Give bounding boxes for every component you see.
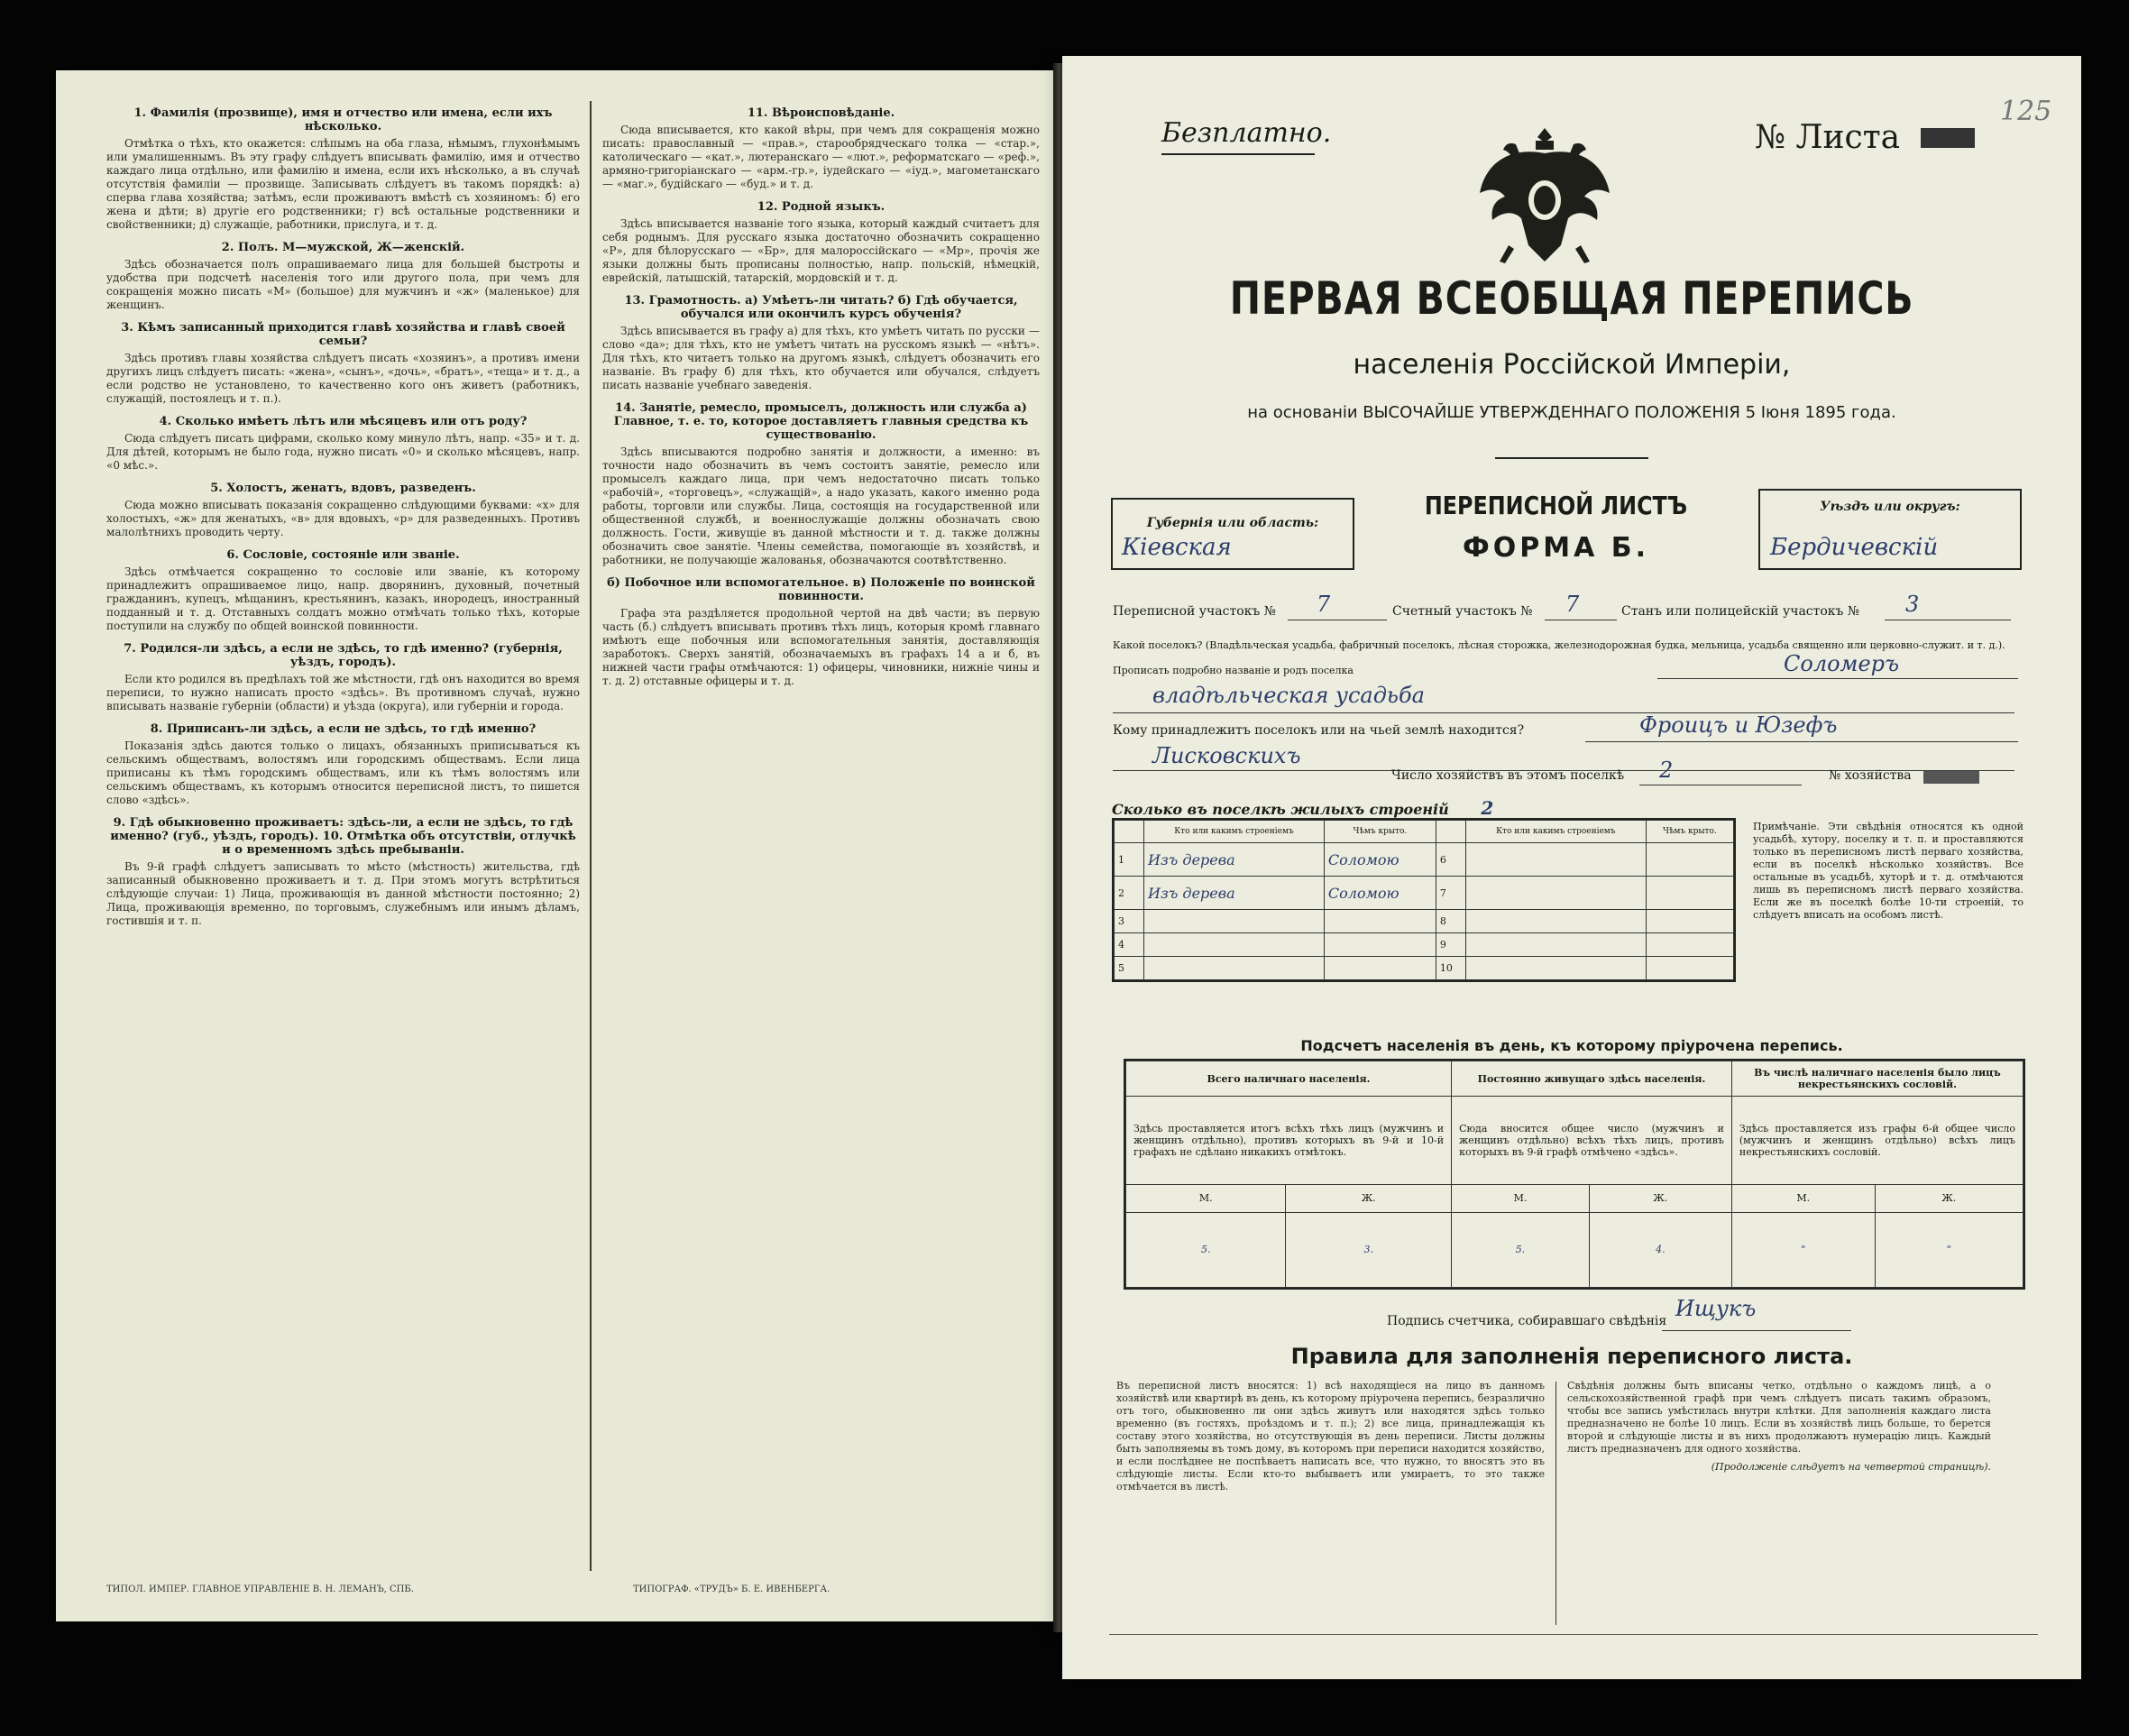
households-value: 2 bbox=[1659, 758, 1674, 783]
buildings-head-roof: Чѣмъ крыто. bbox=[1324, 821, 1436, 843]
building-material bbox=[1465, 843, 1646, 877]
building-number: 6 bbox=[1436, 843, 1465, 877]
pop-sex-label: М. bbox=[1452, 1184, 1590, 1212]
building-number: 10 bbox=[1436, 957, 1465, 980]
enumerator-signature: Ищукъ bbox=[1675, 1296, 1757, 1321]
fill-line bbox=[1585, 741, 2018, 742]
section-body: Здѣсь вписывается въ графу а) для тѣхъ, кто умѣетъ читать по русски — слово «да»; для тѣхъ, кто не умѣетъ читать на русскомъ языкѣ — «нѣтъ». Для тѣхъ, кто читаетъ только на другомъ языкѣ, слѣдуетъ обозначить его названіе. Въ графу б) для тѣхъ, кто обучается или обучался, слѣдуетъ писать названіе учебнаго заведенія. bbox=[602, 325, 1040, 391]
free-label-underline bbox=[1161, 153, 1315, 155]
building-roof bbox=[1646, 910, 1733, 933]
uezd-value: Бердичевскій bbox=[1770, 534, 1939, 561]
sheet-number-blot bbox=[1921, 128, 1975, 148]
rules-continuation-note: (Продолженіе слѣдуетъ на четвертой страницѣ). bbox=[1711, 1461, 1991, 1473]
pop-sex-label: Ж. bbox=[1875, 1184, 2023, 1212]
census-form-page bbox=[1062, 56, 2081, 1679]
building-material bbox=[1465, 910, 1646, 933]
owner-value: Фроицъ и Юзефъ bbox=[1639, 712, 1838, 738]
gubernia-label: Губернія или область: bbox=[1146, 516, 1319, 530]
buildings-row bbox=[1115, 910, 1734, 933]
divider bbox=[1495, 457, 1648, 459]
household-number-label: № хозяйства bbox=[1829, 768, 1912, 783]
pop-head-non-peasant: Въ числѣ наличнаго населенія было лицъ некрестьянскихъ сословій. bbox=[1731, 1061, 2023, 1097]
building-roof bbox=[1646, 957, 1733, 980]
households-label: Число хозяйствъ въ этомъ поселкѣ bbox=[1391, 768, 1625, 783]
section-heading: 11. Вѣроисповѣданіе. bbox=[747, 106, 895, 120]
section-heading: 5. Холостъ, женатъ, вдовъ, разведенъ. bbox=[210, 482, 476, 495]
fill-line bbox=[1113, 712, 2014, 713]
census-district-value: 7 bbox=[1317, 592, 1331, 617]
section-heading: 6. Сословіе, состояніе или званіе. bbox=[226, 548, 460, 562]
building-roof bbox=[1324, 933, 1436, 957]
section-body: Если кто родился въ предѣлахъ той же мѣстности, гдѣ онъ находится во время переписи, то нужно написать просто «здѣсь». Въ противномъ случаѣ, нужно вписывать названіе губерніи (области) и уѣзда (округа), или губерніи и города. bbox=[106, 673, 580, 712]
building-number: 2 bbox=[1115, 877, 1144, 910]
building-material bbox=[1465, 933, 1646, 957]
pop-value-resident-female: 4. bbox=[1589, 1212, 1731, 1287]
legal-basis: на основаніи ВЫСОЧАЙШЕ УТВЕРЖДЕННАГО ПОЛОЖЕНІЯ 5 Іюня 1895 года. bbox=[1247, 403, 1896, 422]
building-roof bbox=[1324, 910, 1436, 933]
instructions-column-left bbox=[106, 97, 580, 932]
buildings-head-roof-2: Чѣмъ крыто. bbox=[1646, 821, 1733, 843]
population-count-table bbox=[1124, 1059, 2025, 1290]
section-heading: 9. Гдѣ обыкновенно проживаетъ: здѣсь-ли, а если не здѣсь, то гдѣ именно? (губ., уѣздъ, городъ). 10. Отмѣтка объ отсутствіи, отлучкѣ и о временномъ здѣсь пребываніи. bbox=[110, 816, 576, 857]
section-body: Графа эта раздѣляется продольной чертой на двѣ части; въ первую часть (б.) слѣдуетъ вписывать противъ тѣхъ лицъ, которыя кромѣ главнаго имѣютъ еще побочныя или вспомогательныя занятія, доставляющія заработокъ. Сверхъ занятій, обозначаемыхъ въ графахъ 14 а и б, въ нижней части графы отмѣчаются: 1) офицеры, чиновники, нижніе чины и т. д. 2) отставные офицеры и т. д. bbox=[602, 607, 1040, 687]
section-body: Показанія здѣсь даются только о лицахъ, обязанныхъ приписываться къ сельскимъ обществамъ, волостямъ или городскимъ обществамъ. Если лица приписаны къ тѣмъ городскимъ обществамъ, или къ тѣмъ волостямъ или сельскимъ обществамъ, къ которымъ относится переписной листъ, то пишется слово «здѣсь». bbox=[106, 739, 580, 806]
section-heading: 12. Родной языкъ. bbox=[757, 200, 886, 214]
owner-surname-value: Лисковскихъ bbox=[1152, 743, 1301, 768]
section-body: Сюда можно вписывать показанія сокращенно слѣдующими буквами: «х» для холостыхъ, «ж» для женатыхъ, «в» для вдовыхъ, «р» для разведенныхъ. Противъ малолѣтнихъ проводить черту. bbox=[106, 499, 580, 538]
buildings-count-value: 2 bbox=[1481, 797, 1494, 819]
rules-title: Правила для заполненія переписного листа. bbox=[1290, 1344, 1853, 1369]
settlement-label: Какой поселокъ? (Владѣльческая усадьба, фабричный поселокъ, лѣсная сторожка, железнодорожная будка, мельница, усадьба священно или церковно-служит. и т. д.). Прописать подробно названіе и родъ поселка bbox=[1113, 639, 2005, 676]
fill-line bbox=[1657, 678, 2018, 679]
building-roof bbox=[1324, 957, 1436, 980]
pop-value-non-peasant-female: " bbox=[1875, 1212, 2023, 1287]
buildings-caption bbox=[1112, 797, 1493, 819]
building-material bbox=[1144, 957, 1325, 980]
section-body: Здѣсь вписывается названіе того языка, который каждый считаетъ для себя роднымъ. Для русскаго языка достаточно обозначить сокращенно «Р», для бѣлорусскаго — «Бр», для малороссійскаго — «Мр», прочія же языки должны быть прописаны полностью, напр. польскій, нѣмецкій, еврейскій, латышскій, татарскій, мордовскій и т. д. bbox=[602, 217, 1040, 284]
building-material bbox=[1465, 957, 1646, 980]
rules-column-right bbox=[1567, 1380, 1991, 1474]
section-body: Сюда слѣдуетъ писать цифрами, сколько кому минуло лѣтъ, напр. «35» и т. д. Для дѣтей, которымъ не было года, нужно писать «0» и сколько мѣсяцевъ, напр. «0 мѣс.». bbox=[106, 432, 580, 472]
column-divider bbox=[590, 101, 592, 1571]
building-number: 8 bbox=[1436, 910, 1465, 933]
buildings-row bbox=[1115, 957, 1734, 980]
building-roof bbox=[1646, 843, 1733, 877]
stan-label: Станъ или полицейскій участокъ № bbox=[1621, 604, 1860, 619]
building-roof: Соломою bbox=[1324, 843, 1436, 877]
page-number: 125 bbox=[2000, 96, 2052, 127]
rules-column-left: Въ переписной листъ вносятся: 1) всѣ находящіеся на лицо въ данномъ хозяйствѣ или квартирѣ въ день, къ которому пріурочена перепись, безразлично отъ того, обыкновенно ли они здѣсь живутъ или находятся здѣсь только временно (въ гостяхъ, проѣздомъ и т. п.); 2) все лица, принадлежащія къ составу этого хозяйства, но отсутствующія въ день переписи. Листы должны быть заполняемы въ томъ дому, въ которомъ при переписи находится хозяйство, и если послѣднее не поспѣваетъ написать все, что нужно, то вносятъ это въ слѣдующіе листы. Если кто-то выбываетъ или умираетъ, то это также отмѣчается въ листѣ. bbox=[1116, 1380, 1545, 1493]
printer-imprint-left: ТИПОЛ. ИМПЕР. ГЛАВНОЕ УПРАВЛЕНІЕ В. Н. ЛЕМАНЪ, СПБ. bbox=[106, 1584, 414, 1594]
buildings-head-kind: Кто или какимъ строеніемъ bbox=[1144, 821, 1325, 843]
pop-sex-label: Ж. bbox=[1286, 1184, 1452, 1212]
building-material bbox=[1144, 933, 1325, 957]
left-page bbox=[56, 70, 1057, 1621]
section-body: Отмѣтка о тѣхъ, кто окажется: слѣпымъ на оба глаза, нѣмымъ, глухонѣмымъ или умалишеннымъ. Въ эту графу слѣдуетъ вписывать фамилію, имя и отчество каждаго лица отдѣльно, или фамилію и имена, если ихъ нѣсколько, а въ случаѣ отсутствія фамиліи — прозвище. Записывать слѣдуетъ въ такомъ порядкѣ: а) сперва глава хозяйства; затѣмъ, если проживаютъ вмѣстѣ съ хозяиномъ: б) его жена и дѣти; в) другіе его родственники; г) всѣ остальные родственники и свойственники; д) служащіе, работники, прислуга, и т. д. bbox=[106, 137, 580, 231]
building-number: 1 bbox=[1115, 843, 1144, 877]
building-material bbox=[1144, 910, 1325, 933]
pop-sex-label: М. bbox=[1126, 1184, 1286, 1212]
free-label: Безплатно. bbox=[1161, 117, 1332, 149]
building-roof bbox=[1646, 877, 1733, 910]
section-body: Здѣсь обозначается полъ опрашиваемаго лица для большей быстроты и удобства при подсчетѣ населенія того или другого пола, при чемъ для сокращенія можно писать «М» (большое) для мужчинъ и «ж» (маленькое) для женщинъ. bbox=[106, 258, 580, 311]
pop-sex-label: М. bbox=[1731, 1184, 1875, 1212]
section-heading: 1. Фамилія (прозвище), имя и отчество или имена, если ихъ нѣсколько. bbox=[133, 106, 553, 133]
pop-sex-label: Ж. bbox=[1589, 1184, 1731, 1212]
rules-column-right-text: Свѣдѣнія должны быть вписаны четко, отдѣльно о каждомъ лицѣ, а о сельскохозяйственной графѣ при чемъ слѣдуетъ писать такимъ образомъ, чтобы все запись умѣстилась внутри клѣтки. Для заполненія каждаго листа предназначено не болѣе 10 лицъ. Если въ хозяйствѣ лицъ больше, то берется второй и слѣдующіе листы и въ нихъ продолжаютъ нумерацію лицъ. Каждый листъ предназначенъ для одного хозяйства. bbox=[1567, 1380, 1991, 1455]
section-body: Въ 9-й графѣ слѣдуетъ записывать то мѣсто (мѣстность) жительства, гдѣ записанный обыкновенно проживаетъ и т. д. При этомъ могутъ встрѣтиться слѣдующіе случаи: 1) Лица, проживающія въ данной мѣстности постоянно; 2) Лица, проживающія временно, по торговымъ, служебнымъ или инымъ дѣламъ, гостившія и т. п. bbox=[106, 860, 580, 927]
buildings-row bbox=[1115, 933, 1734, 957]
section-heading: 7. Родился-ли здѣсь, а если не здѣсь, то гдѣ именно? (губернія, уѣздъ, городъ). bbox=[124, 642, 563, 669]
bottom-rule bbox=[1109, 1634, 2038, 1635]
uezd-label: Уѣздъ или округъ: bbox=[1820, 500, 1960, 514]
building-number: 5 bbox=[1115, 957, 1144, 980]
count-district-label: Счетный участокъ № bbox=[1392, 604, 1533, 619]
building-roof: Соломою bbox=[1324, 877, 1436, 910]
pop-value-resident-male: 5. bbox=[1452, 1212, 1590, 1287]
owner-label: Кому принадлежитъ поселокъ или на чьей землѣ находится? bbox=[1113, 723, 1525, 738]
count-district-value: 7 bbox=[1565, 592, 1580, 617]
form-title: ПЕРЕПИСНОЙ ЛИСТЪ bbox=[1424, 491, 1688, 520]
section-heading: 2. Полъ. М—мужской, Ж—женскій. bbox=[221, 241, 465, 254]
building-material: Изъ дерева bbox=[1144, 877, 1325, 910]
pop-desc-non-peasant: Здѣсь проставляется изъ графы 6-й общее число (мужчинъ и женщинъ отдѣльно) всѣхъ лицъ некрестьянскихъ сословій. bbox=[1731, 1097, 2023, 1184]
census-district-label: Переписной участокъ № bbox=[1113, 604, 1276, 619]
section-heading: 3. Кѣмъ записанный приходится главѣ хозяйства и главѣ своей семьи? bbox=[121, 321, 565, 348]
gubernia-value: Кіевская bbox=[1122, 534, 1232, 561]
enumerator-signature-label: Подпись счетчика, собиравшаго свѣдѣнія bbox=[1387, 1314, 1667, 1328]
buildings-note: Примѣчаніе. Эти свѣдѣнія относятся къ одной усадьбѣ, хутору, поселку и т. п. и проставляются только въ переписномъ листѣ перваго хозяйства, если въ поселкѣ нѣсколько хозяйствъ. Все остальные въ усадьбѣ, хуторѣ и т. д. отмѣчаются лишь въ переписномъ листѣ перваго хозяйства. Если же въ поселкѣ болѣе 10-ти строеній, то слѣдуетъ вписать на особомъ листѣ. bbox=[1753, 821, 2023, 921]
settlement-type-value: владѣльческая усадьба bbox=[1152, 683, 1425, 708]
buildings-row bbox=[1115, 843, 1734, 877]
pop-head-resident: Постоянно живущаго здѣсь населенія. bbox=[1452, 1061, 1732, 1097]
pop-value-present-male: 5. bbox=[1126, 1212, 1286, 1287]
signature-line bbox=[1662, 1330, 1851, 1331]
building-number: 7 bbox=[1436, 877, 1465, 910]
instructions-column-right bbox=[602, 97, 1040, 692]
pop-desc-present: Здѣсь проставляется итогъ всѣхъ тѣхъ лицъ (мужчинъ и женщинъ отдѣльно), противъ которыхъ въ 9-й и 10-й графахъ не сдѣлано никакихъ отмѣтокъ. bbox=[1126, 1097, 1452, 1184]
building-roof bbox=[1646, 933, 1733, 957]
building-number: 3 bbox=[1115, 910, 1144, 933]
pop-value-present-female: 3. bbox=[1286, 1212, 1452, 1287]
settlement-value: Соломеръ bbox=[1784, 651, 1900, 676]
buildings-head-kind-2: Кто или какимъ строеніемъ bbox=[1465, 821, 1646, 843]
section-heading: 8. Приписанъ-ли здѣсь, а если не здѣсь, то гдѣ именно? bbox=[150, 722, 537, 736]
rules-divider bbox=[1555, 1382, 1556, 1625]
buildings-caption-text: Сколько въ поселкѣ жилыхъ строеній bbox=[1112, 801, 1449, 818]
household-number-blot bbox=[1923, 771, 1979, 784]
double-headed-eagle-icon bbox=[1473, 110, 1617, 272]
buildings-row bbox=[1115, 877, 1734, 910]
document-subtitle: населенія Россійской Имперіи, bbox=[1353, 349, 1791, 381]
pop-value-non-peasant-male: " bbox=[1731, 1212, 1875, 1287]
section-heading: 14. Занятіе, ремесло, промыселъ, должность или служба а) Главное, т. е. то, которое доставляетъ главныя средства къ существованію. bbox=[613, 401, 1029, 442]
section-body: Здѣсь отмѣчается сокращенно то сословіе или званіе, къ которому принадлежитъ опрашиваемое лицо, напр. дворянинъ, духовный, почетный гражданинъ, купецъ, мѣщанинъ, крестьянинъ, казакъ, инородецъ, иностранный подданный и т. д. Отставныхъ солдатъ можно отмѣчать только тѣхъ, которые поступили на службу по общей воинской повинности. bbox=[106, 565, 580, 632]
buildings-table bbox=[1112, 818, 1736, 982]
building-material: Изъ дерева bbox=[1144, 843, 1325, 877]
section-body: Сюда вписывается, кто какой вѣры, при чемъ для сокращенія можно писать: православный — «прав.», старообрядческаго толка — «стар.», католическаго — «кат.», лютеранскаго — «лют.», реформатскаго — «реф.», армяно-григоріанскаго — «арм.-гр.», іудейскаго — «іуд.», магометанскаго — «маг.», будійскаго — «буд.» и т. д. bbox=[602, 124, 1040, 190]
section-body: Здѣсь вписываются подробно занятія и должности, а именно: въ точности надо обозначить въ чемъ состоитъ занятіе, ремесло или промыселъ каждаго лица, при чемъ недостаточно писать только «рабочій», «торговецъ», «служащій», а надо указать, какого именно рода работы, торговли или службы. Лица, состоящія на государственной или общественной службѣ, и военнослужащіе должны обозначать свою должность. Гости, живущіе въ данной мѣстности и т. д. также должны обозначить свое занятіе. Члены семейства, помогающіе въ хозяйствѣ, и работники, не получающіе жалованья, обозначаются соотвѣтственно. bbox=[602, 445, 1040, 566]
building-number: 4 bbox=[1115, 933, 1144, 957]
pop-head-present: Всего наличнаго населенія. bbox=[1126, 1061, 1452, 1097]
stan-value: 3 bbox=[1905, 592, 1920, 617]
printer-imprint-right: ТИПОГРАФ. «ТРУДЪ» Б. Е. ИВЕНБЕРГА. bbox=[633, 1584, 830, 1594]
section-heading: 13. Грамотность. а) Умѣетъ-ли читать? б) Гдѣ обучается, обучался или окончилъ курсъ обученія? bbox=[624, 294, 1018, 321]
building-number: 9 bbox=[1436, 933, 1465, 957]
section-heading: 4. Сколько имѣетъ лѣтъ или мѣсяцевъ или отъ роду? bbox=[159, 415, 528, 428]
pop-desc-resident: Сюда вносится общее число (мужчинъ и женщинъ отдѣльно) всѣхъ тѣхъ лицъ, противъ которыхъ въ 9-й графѣ отмѣчено «здѣсь». bbox=[1452, 1097, 1732, 1184]
section-body: Здѣсь противъ главы хозяйства слѣдуетъ писать «хозяинъ», а противъ имени другихъ лицъ слѣдуетъ писать: «жена», «сынъ», «дочь», «братъ», «теща» и т. д., а если родство не установлено, то качественно кого онъ живетъ (работникъ, служащій, постоялецъ и т. п.). bbox=[106, 352, 580, 405]
section-heading: б) Побочное или вспомогательное. в) Положеніе по воинской повинности. bbox=[607, 576, 1035, 603]
building-material bbox=[1465, 877, 1646, 910]
sheet-number-label: № Листа bbox=[1755, 119, 1901, 156]
form-subtitle: ФОРМА Б. bbox=[1462, 532, 1650, 564]
document-title: ПЕРВАЯ ВСЕОБЩАЯ ПЕРЕПИСЬ bbox=[1229, 272, 1914, 325]
population-count-title: Подсчетъ населенія въ день, къ которому пріурочена перепись. bbox=[1300, 1037, 1843, 1054]
